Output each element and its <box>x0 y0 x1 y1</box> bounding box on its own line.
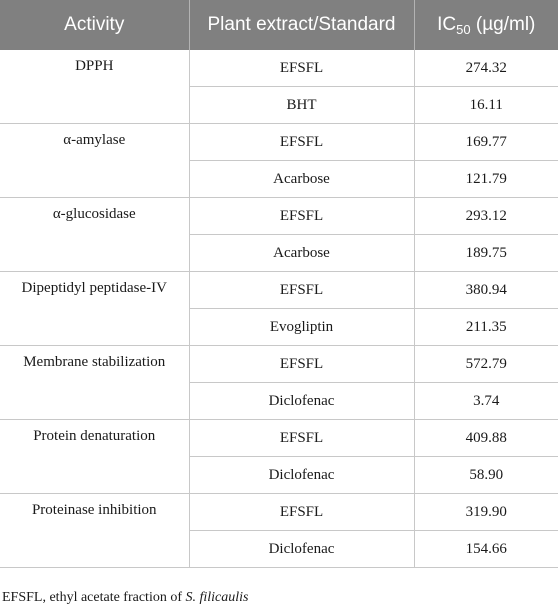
ic50-value-cell: 380.94 <box>414 272 558 309</box>
ic50-value-cell: 293.12 <box>414 198 558 235</box>
ic50-value-cell: 169.77 <box>414 124 558 161</box>
extract-cell: Acarbose <box>189 235 414 272</box>
extract-cell: EFSFL <box>189 272 414 309</box>
extract-cell: BHT <box>189 87 414 124</box>
ic50-value-cell: 3.74 <box>414 383 558 420</box>
header-ic50-label: IC <box>437 14 457 35</box>
extract-cell: EFSFL <box>189 198 414 235</box>
table-row <box>0 494 558 531</box>
ic50-value-cell: 211.35 <box>414 309 558 346</box>
extract-cell: EFSFL <box>189 50 414 87</box>
extract-cell: EFSFL <box>189 124 414 161</box>
table-header <box>0 0 558 50</box>
extract-cell: EFSFL <box>189 494 414 531</box>
activity-cell: DPPH <box>0 50 189 124</box>
ic50-value-cell: 319.90 <box>414 494 558 531</box>
ic50-value-cell: 189.75 <box>414 235 558 272</box>
activity-cell: Proteinase inhibition <box>0 494 189 568</box>
ic50-value-cell: 154.66 <box>414 531 558 568</box>
extract-cell: Diclofenac <box>189 383 414 420</box>
table-row <box>0 272 558 309</box>
ic50-value-cell: 274.32 <box>414 50 558 87</box>
activity-cell: α-amylase <box>0 124 189 198</box>
header-ic50-unit: (µg/ml) <box>470 14 536 35</box>
table-row <box>0 198 558 235</box>
footnote-species: S. filicaulis <box>185 590 249 605</box>
table-footnote <box>2 590 249 606</box>
ic50-value-cell: 58.90 <box>414 457 558 494</box>
table-row <box>0 346 558 383</box>
activity-cell: Dipeptidyl peptidase-IV <box>0 272 189 346</box>
extract-cell: Evogliptin <box>189 309 414 346</box>
header-ic50-subscript: 50 <box>456 22 471 37</box>
header-activity: Activity <box>0 0 189 50</box>
table-row <box>0 50 558 87</box>
ic50-value-cell: 121.79 <box>414 161 558 198</box>
extract-cell: Acarbose <box>189 161 414 198</box>
ic50-value-cell: 572.79 <box>414 346 558 383</box>
table-row <box>0 420 558 457</box>
activity-cell: Membrane stabilization <box>0 346 189 420</box>
extract-cell: EFSFL <box>189 420 414 457</box>
ic50-value-cell: 16.11 <box>414 87 558 124</box>
footnote-text: EFSFL, ethyl acetate fraction of <box>2 590 186 605</box>
header-plant-extract-standard: Plant extract/Standard <box>189 0 414 50</box>
ic50-value-cell: 409.88 <box>414 420 558 457</box>
extract-cell: Diclofenac <box>189 457 414 494</box>
extract-cell: Diclofenac <box>189 531 414 568</box>
header-ic50 <box>414 0 558 50</box>
activity-cell: Protein denaturation <box>0 420 189 494</box>
extract-cell: EFSFL <box>189 346 414 383</box>
table-row <box>0 124 558 161</box>
header-row <box>0 0 558 50</box>
activity-cell: α-glucosidase <box>0 198 189 272</box>
table-body <box>0 50 558 568</box>
